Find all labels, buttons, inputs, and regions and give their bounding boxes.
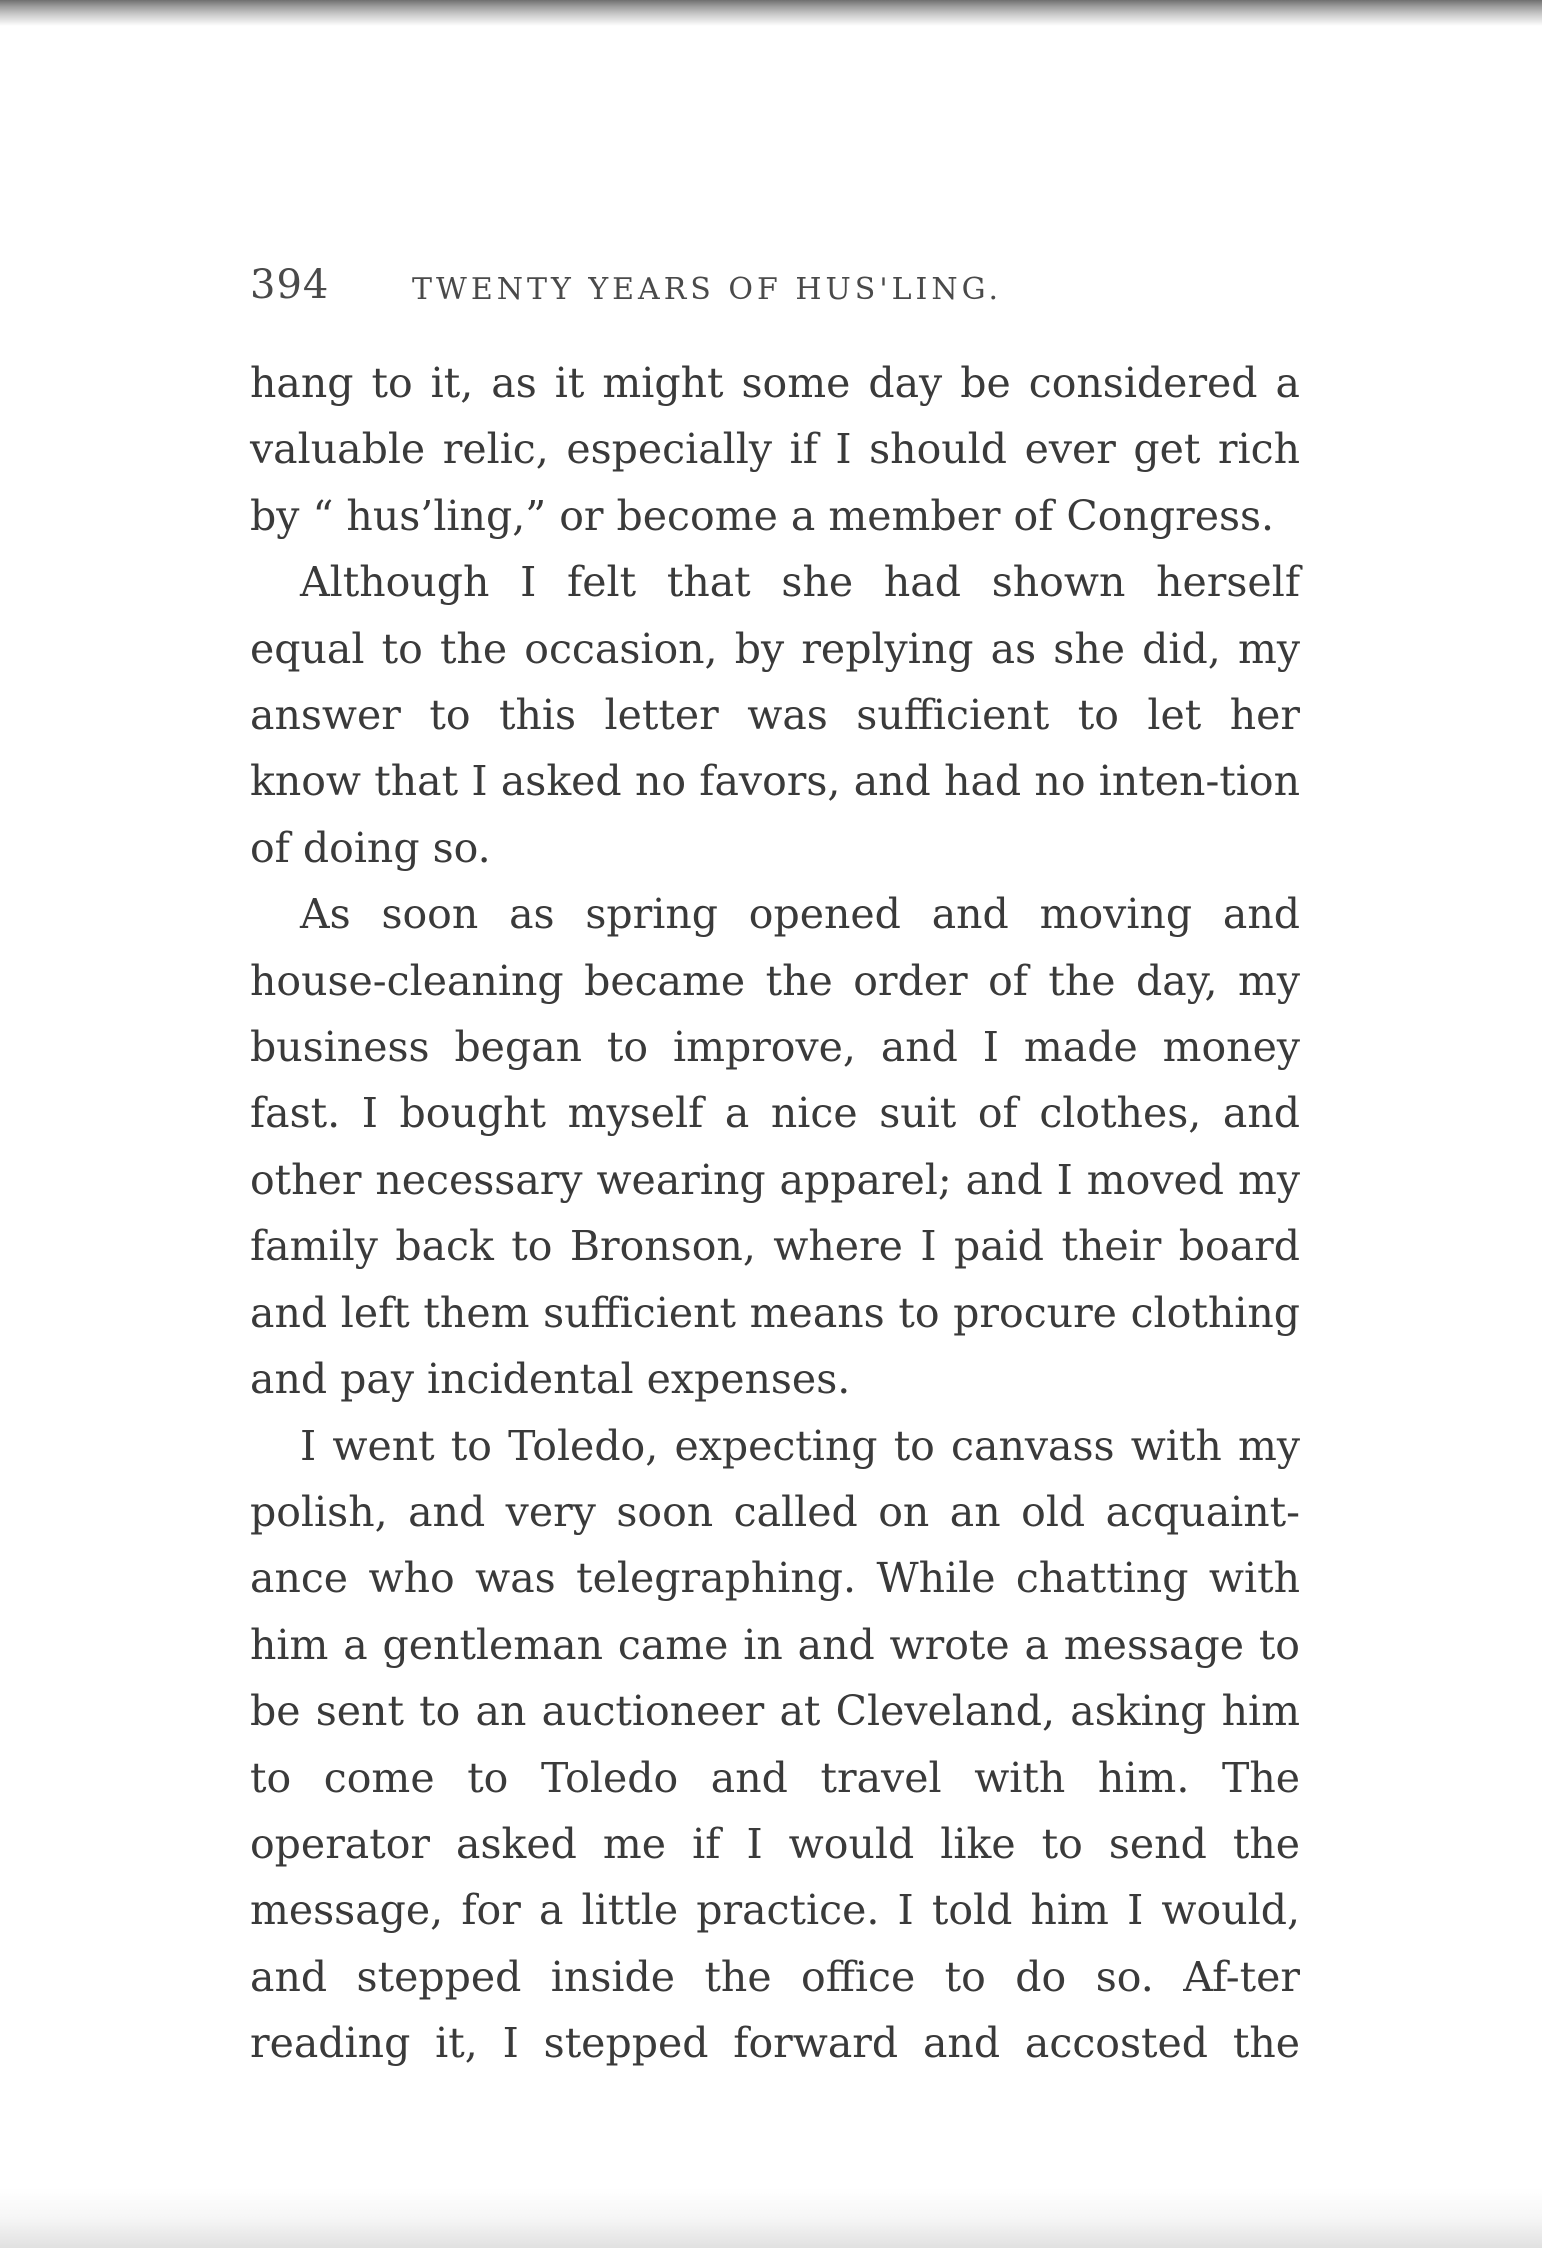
body-text xyxy=(250,350,1300,2077)
paragraph: As soon as spring opened and moving and house-cleaning became the order of the day, my business began to improve, and I made money fast. I bought myself a nice suit of clothes, and other necessary wearing apparel; and I moved my family back to Bronson, where I paid their board and left them sufficient means to procure clothing and pay incidental expenses. xyxy=(250,890,1300,1404)
paragraph-continued: hang to it, as it might some day be considered a valuable relic, especially if I should ever get rich by “ hus’ling,” or become a member of Congress. xyxy=(250,359,1300,540)
running-title: TWENTY YEARS OF HUS'LING. xyxy=(412,272,1003,307)
page-number: 394 xyxy=(250,262,330,308)
paragraph: I went to Toledo, expecting to canvass with my polish, and very soon called on an old acquaint-ance who was telegraphing. While chatting with him a gentleman came in and wrote a message to be sent to an auctioneer at Cleveland, asking him to come to Toledo and travel with him. The operator asked me if I would like to send the message, for a little practice. I told him I would, and stepped inside the office to do so. Af-ter reading it, I stepped forward and accosted the xyxy=(250,1421,1300,2068)
paragraph: Although I felt that she had shown herself equal to the occasion, by replying as she did, my answer to this letter was sufficient to let her know that I asked no favors, and had no inten-tion of doing so. xyxy=(250,558,1300,872)
scan-top-edge xyxy=(0,0,1542,26)
scan-bottom-edge xyxy=(0,2188,1542,2248)
running-head xyxy=(250,262,1300,322)
